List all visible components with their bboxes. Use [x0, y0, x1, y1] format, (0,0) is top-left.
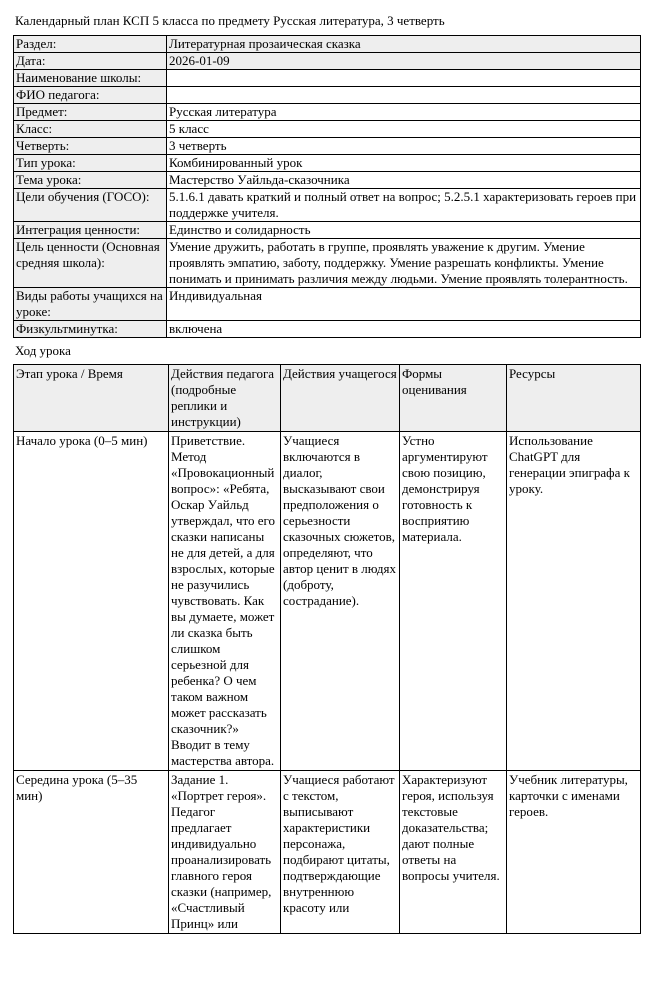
info-label: Тема урока: — [14, 172, 167, 189]
lesson-cell: Устно аргументируют свою позицию, демонстрируя готовность к восприятию материала. — [400, 432, 507, 771]
info-value — [167, 70, 641, 87]
info-label: Виды работы учащихся на уроке: — [14, 288, 167, 321]
info-label: Интеграция ценности: — [14, 222, 167, 239]
info-row — [14, 239, 641, 288]
info-row — [14, 155, 641, 172]
lesson-header-row — [14, 365, 641, 432]
info-label: Дата: — [14, 53, 167, 70]
info-label: Цель ценности (Основная средняя школа): — [14, 239, 167, 288]
info-value: Русская литература — [167, 104, 641, 121]
info-value: 2026-01-09 — [167, 53, 641, 70]
lesson-column-header: Ресурсы — [507, 365, 641, 432]
info-value: Единство и солидарность — [167, 222, 641, 239]
info-value: Комбинированный урок — [167, 155, 641, 172]
info-value: Мастерство Уайльда-сказочника — [167, 172, 641, 189]
info-label: Класс: — [14, 121, 167, 138]
lesson-progress-heading: Ход урока — [15, 343, 71, 358]
info-row — [14, 138, 641, 155]
info-value: 5 класс — [167, 121, 641, 138]
lesson-column-header: Формы оценивания — [400, 365, 507, 432]
info-label: Тип урока: — [14, 155, 167, 172]
lesson-cell: Учебник литературы, карточки с именами героев. — [507, 771, 641, 934]
info-label: Четверть: — [14, 138, 167, 155]
info-value: Литературная прозаическая сказка — [167, 36, 641, 53]
info-row — [14, 53, 641, 70]
lesson-info-table — [13, 35, 641, 338]
page-bottom-edge — [0, 973, 651, 985]
info-value: 5.1.6.1 давать краткий и полный ответ на вопрос; 5.2.5.1 характеризовать героев при поддержке учителя. — [167, 189, 641, 222]
lesson-cell: Использование ChatGPT для генерации эпиграфа к уроку. — [507, 432, 641, 771]
info-value: 3 четверть — [167, 138, 641, 155]
info-value — [167, 87, 641, 104]
info-row — [14, 36, 641, 53]
lesson-cell: Начало урока (0–5 мин) — [14, 432, 169, 771]
info-label: Предмет: — [14, 104, 167, 121]
info-row — [14, 70, 641, 87]
info-row — [14, 104, 641, 121]
info-value: включена — [167, 321, 641, 338]
lesson-column-header: Этап урока / Время — [14, 365, 169, 432]
info-label: ФИО педагога: — [14, 87, 167, 104]
info-row — [14, 288, 641, 321]
lesson-cell: Характеризуют героя, используя текстовые доказательства; дают полные ответы на вопросы учителя. — [400, 771, 507, 934]
lesson-cell: Приветствие. Метод «Провокационный вопрос»: «Ребята, Оскар Уайльд утверждал, что его сказки написаны не для детей, а для взрослых, которые не разучились чувствовать. Как вы думаете, может ли сказка быть слишком серьезной для ребенка? О чем таком важном может рассказать сказочник?» Вводит в тему мастерства автора. — [169, 432, 281, 771]
info-value: Индивидуальная — [167, 288, 641, 321]
lesson-progress-table — [13, 364, 641, 934]
info-label: Цели обучения (ГОСО): — [14, 189, 167, 222]
info-row — [14, 321, 641, 338]
info-value: Умение дружить, работать в группе, проявлять уважение к другим. Умение проявлять эмпатию, заботу, поддержку. Умение разрешать конфликты. Умение понимать и принимать различия между людьми. Умение проявлять толерантность. — [167, 239, 641, 288]
lesson-cell: Учащиеся работают с текстом, выписывают характеристики персонажа, подбирают цитаты, подтверждающие внутреннюю красоту или — [281, 771, 400, 934]
lesson-row — [14, 432, 641, 771]
info-row — [14, 172, 641, 189]
lesson-column-header: Действия педагога (подробные реплики и инструкции) — [169, 365, 281, 432]
info-row — [14, 87, 641, 104]
lesson-cell: Учащиеся включаются в диалог, высказывают свои предположения о серьезности сказочных сюжетов, определяют, что автор ценит в людях (доброту, сострадание). — [281, 432, 400, 771]
info-row — [14, 121, 641, 138]
lesson-cell: Задание 1. «Портрет героя». Педагог предлагает индивидуально проанализировать главного героя сказки (например, «Счастливый Принц» или — [169, 771, 281, 934]
info-label: Раздел: — [14, 36, 167, 53]
lesson-row — [14, 771, 641, 934]
info-row — [14, 222, 641, 239]
lesson-column-header: Действия учащегося — [281, 365, 400, 432]
lesson-cell: Середина урока (5–35 мин) — [14, 771, 169, 934]
info-label: Физкультминутка: — [14, 321, 167, 338]
page-title: Календарный план КСП 5 класса по предмету Русская литература, 3 четверть — [15, 13, 445, 28]
info-row — [14, 189, 641, 222]
info-label: Наименование школы: — [14, 70, 167, 87]
